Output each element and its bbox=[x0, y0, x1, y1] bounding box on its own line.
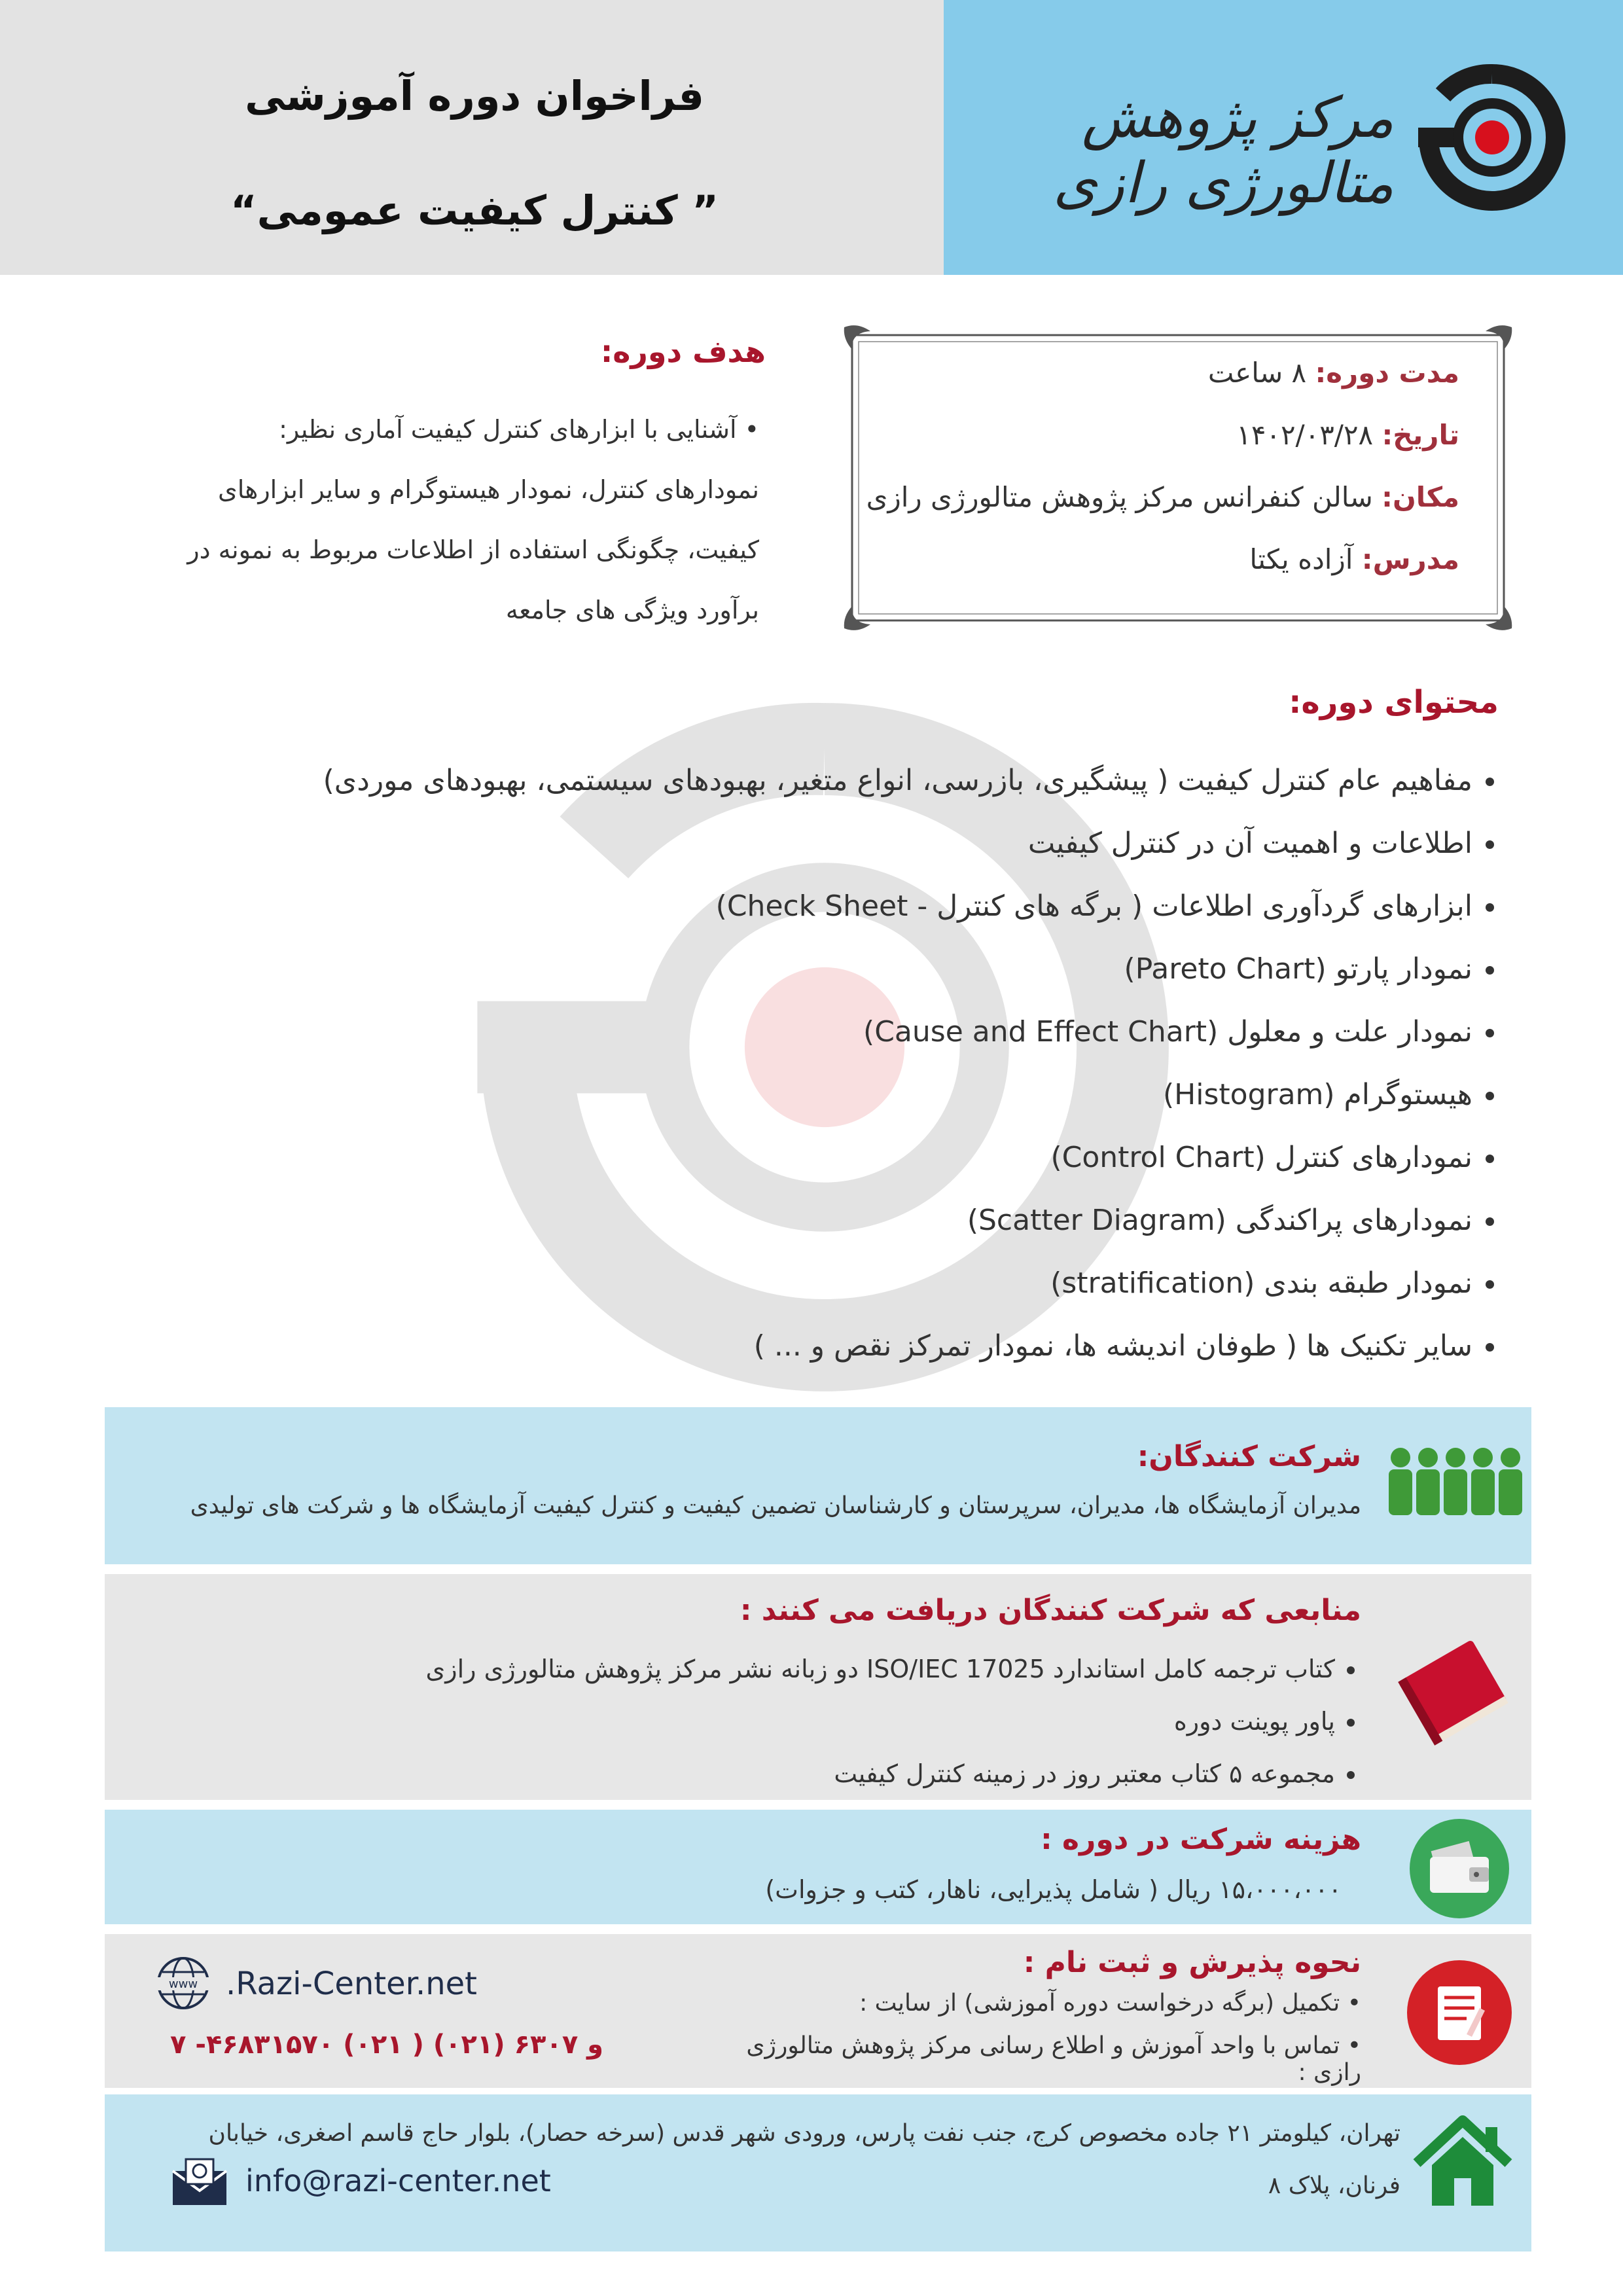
list-item: • کتاب ترجمه کامل استاندارد ISO/IEC 17025 دو زبانه نشر مرکز پژوهش متالورژی رازی bbox=[118, 1643, 1335, 1695]
resources-section bbox=[105, 1574, 1531, 1800]
phone-numbers: ۷ -۴۶۸۳۱۵۷۰ (۰۲۱ ) و ۶۳۰۷ (۰۲۱) bbox=[170, 2030, 604, 2060]
date-value: ۱۴۰۲/۰۳/۲۸ bbox=[1236, 419, 1374, 451]
goal-line: نمودارهای کنترل، نمودار هیستوگرام و سایر ابزارهای bbox=[217, 475, 759, 504]
list-item: • مجموعه ۵ کتاب معتبر روز در زمینه کنترل کیفیت bbox=[118, 1748, 1335, 1800]
fee-heading: هزینه شرکت در دوره : bbox=[1041, 1823, 1361, 1856]
content-list bbox=[196, 749, 1499, 1378]
resources-list bbox=[118, 1643, 1361, 1800]
email-icon bbox=[170, 2157, 229, 2209]
page-title: فراخوان دوره آموزشی bbox=[245, 72, 704, 120]
registration-heading: نحوه پذیرش و ثبت نام : bbox=[1023, 1946, 1361, 1979]
date-label: تاریخ: bbox=[1382, 419, 1459, 451]
wallet-icon bbox=[1407, 1816, 1512, 1921]
address-line: تهران، کیلومتر ۲۱ جاده مخصوص کرج، جنب نفت پارس، ورودی شهر قدس (سرخه حصار)، بلوار حاج قاسم اصغری، خیابان bbox=[208, 2120, 1400, 2147]
list-item: • هیستوگرام (Histogram) bbox=[196, 1064, 1472, 1126]
course-title: ” کنترل کیفیت عمومی“ bbox=[230, 187, 719, 234]
website-link[interactable]: .Razi-Center.net bbox=[226, 1965, 477, 2002]
goal-line: کیفیت، چگونگی استفاده از اطلاعات مربوط به نمونه در bbox=[187, 535, 759, 564]
www-label: www bbox=[168, 1977, 198, 1991]
list-item: • سایر تکنیک ها ( طوفان اندیشه ها، نمودار تمرکز نقص و ... ) bbox=[196, 1315, 1472, 1378]
people-icon bbox=[1381, 1443, 1525, 1535]
email-link[interactable]: info@razi-center.net bbox=[245, 2163, 551, 2198]
info-date bbox=[818, 419, 1459, 451]
duration-label: مدت دوره: bbox=[1315, 357, 1459, 389]
teacher-value: آزاده یکتا bbox=[1249, 543, 1353, 575]
brand-name: مرکز پژوهش متالورژی رازی bbox=[1053, 85, 1394, 216]
list-item: • پاور پوینت دوره bbox=[118, 1695, 1335, 1748]
place-label: مکان: bbox=[1382, 481, 1459, 513]
participants-section bbox=[105, 1407, 1531, 1564]
list-item: • اطلاعات و اهمیت آن در کنترل کیفیت bbox=[196, 812, 1472, 875]
logo-icon bbox=[1417, 62, 1567, 213]
info-duration bbox=[818, 357, 1459, 389]
resources-heading: منابعی که شرکت کنندگان دریافت می کنند : bbox=[740, 1594, 1361, 1627]
address-section bbox=[105, 2094, 1531, 2251]
registration-line2: • تماس با واحد آموزش و اطلاع رسانی مرکز پژوهش متالورژی رازی : bbox=[746, 2032, 1361, 2086]
list-item: • نمودار علت و معلول (Cause and Effect Chart) bbox=[196, 1001, 1472, 1064]
registration-section bbox=[105, 1934, 1531, 2088]
content-heading: محتوای دوره: bbox=[1289, 684, 1499, 721]
goal-line: برآورد ویژگی های جامعه bbox=[505, 596, 759, 624]
place-value: سالن کنفرانس مرکز پژوهش متالورژی رازی bbox=[866, 481, 1373, 513]
goal-text bbox=[92, 399, 759, 640]
globe-icon bbox=[151, 1954, 216, 2013]
list-item: • مفاهیم عام کنترل کیفیت ( پیشگیری، بازرسی، انواع متغیر، بهبودهای سیستمی، بهبودهای موردی) bbox=[196, 749, 1472, 812]
address-line: فرنان، پلاک ۸ bbox=[1268, 2172, 1400, 2199]
participants-heading: شرکت کنندگان: bbox=[1137, 1440, 1361, 1473]
teacher-label: مدرس: bbox=[1361, 543, 1459, 575]
fee-section bbox=[105, 1810, 1531, 1924]
list-item: • نمودارهای کنترل (Control Chart) bbox=[196, 1126, 1472, 1189]
registration-line1: • تکمیل (برگه درخواست دوره آموزشی) از سایت : bbox=[859, 1990, 1361, 2017]
list-item: • نمودار پارتو (Pareto Chart) bbox=[196, 938, 1472, 1001]
duration-value: ۸ ساعت bbox=[1207, 357, 1307, 389]
form-icon bbox=[1404, 1957, 1515, 2068]
home-icon bbox=[1407, 2108, 1518, 2219]
book-icon bbox=[1387, 1636, 1518, 1748]
list-item: • ابزارهای گردآوری اطلاعات ( برگه های کنترل - Check Sheet) bbox=[196, 875, 1472, 938]
info-teacher bbox=[818, 543, 1459, 575]
participants-text: مدیران آزمایشگاه ها، مدیران، سرپرستان و کارشناسان تضمین کیفیت و کنترل کیفیت آزمایشگاه ها و شرکت های تولیدی bbox=[190, 1492, 1361, 1519]
list-item: • نمودارهای پراکندگی (Scatter Diagram) bbox=[196, 1189, 1472, 1252]
fee-text: ۱۵،۰۰۰،۰۰۰ ریال ( شامل پذیرایی، ناهار، کتب و جزوات) bbox=[765, 1875, 1342, 1904]
goal-heading: هدف دوره: bbox=[600, 334, 766, 369]
info-place bbox=[818, 481, 1459, 513]
goal-line: • آشنایی با ابزارهای کنترل کیفیت آماری نظیر: bbox=[279, 415, 759, 444]
list-item: • نمودار طبقه بندی (stratification) bbox=[196, 1252, 1472, 1315]
